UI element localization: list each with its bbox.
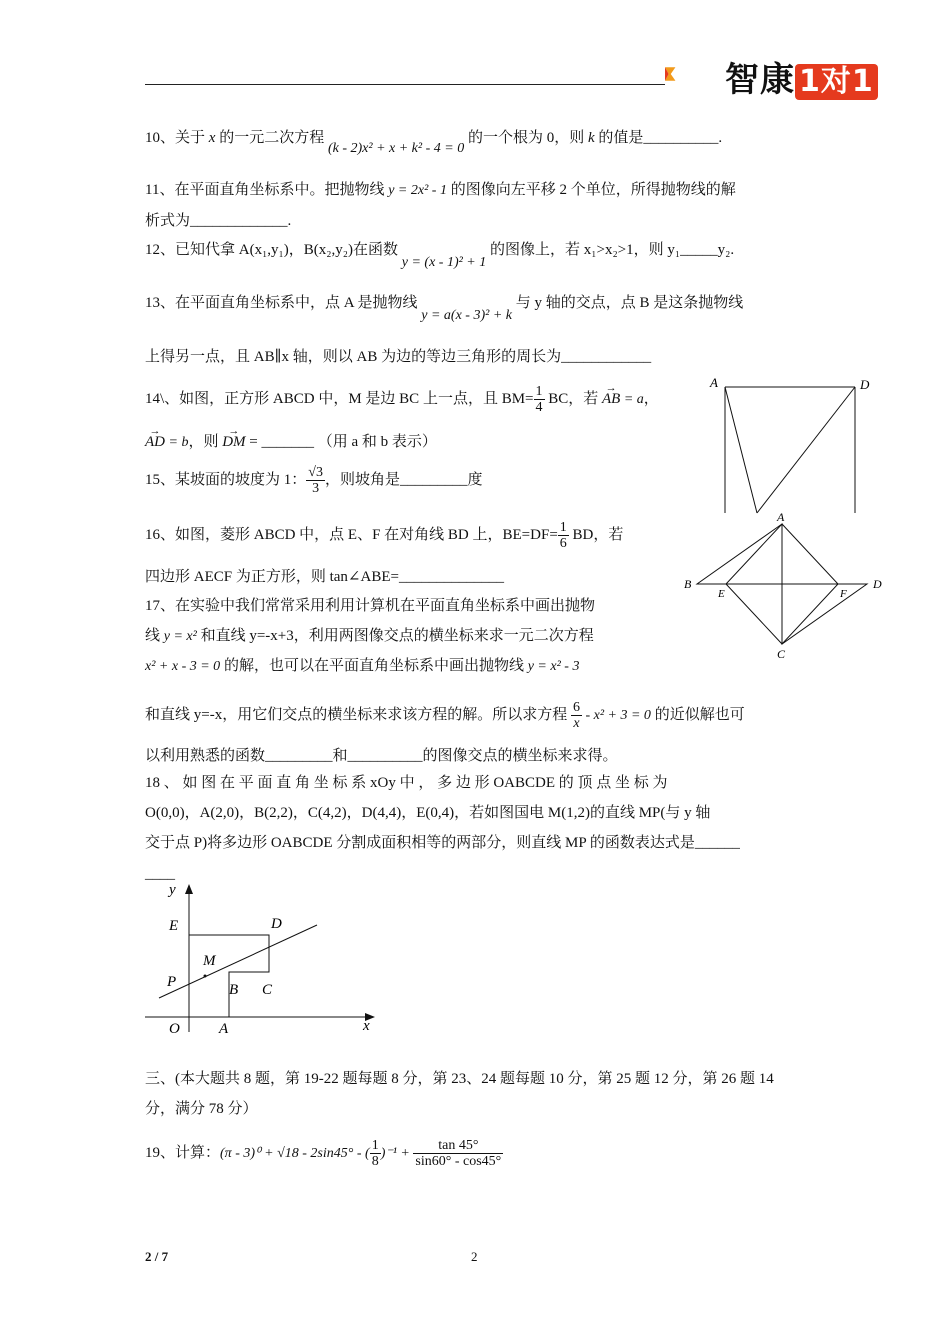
question-17-line2: 线 y = x² 和直线 y=-x+3，利用两图像交点的横坐标来求一元二次方程 xyxy=(145,628,594,644)
question-14-line2: → AD = b，则 → DM = _______ （用 a 和 b 表示） xyxy=(145,432,437,453)
label-B: B xyxy=(684,577,692,591)
axis-y-label: y xyxy=(169,882,176,898)
label-E: E xyxy=(169,918,179,934)
question-11-line2: 析式为_____________. xyxy=(145,213,292,229)
label-P: P xyxy=(167,974,177,990)
label-D: D xyxy=(271,916,282,932)
question-18-line2: O(0,0)，A(2,0)，B(2,2)，C(4,2)，D(4,4)，E(0,4)，若如图国电 M(1,2)的直线 MP(与 y 轴 xyxy=(145,805,711,821)
question-14-line1: 14\、如图，正方形 ABCD 中，M 是边 BC 上一点，且 BM= $\frac{1}{4}$ BC，若 → AB = a， xyxy=(145,384,659,415)
question-15: 15、某坡面的坡度为 1： $\frac{√3}{3}$ ，则坡角是_________度 xyxy=(145,465,483,496)
label-A: A xyxy=(777,510,785,524)
brand-name: 智康 1对1 xyxy=(725,52,878,101)
axis-x-label: x xyxy=(363,1018,370,1034)
square-figure xyxy=(705,375,875,515)
question-17-line1: 17、在实验中我们常常采用利用计算机在平面直角坐标系中画出抛物 xyxy=(145,598,596,614)
question-16-line2: 四边形 AECF 为正方形，则 tan∠ABE=______________ xyxy=(145,569,504,585)
page-indicator: 2 / 7 xyxy=(145,1249,169,1264)
label-O: O xyxy=(169,1021,180,1037)
label-A: A xyxy=(219,1021,229,1037)
question-18-line4: ____ xyxy=(145,866,175,882)
question-17-line5: 以利用熟悉的函数_________和__________的图像交点的横坐标来求得。 xyxy=(145,748,618,764)
label-A: A xyxy=(710,375,718,390)
question-11-line1: 11、在平面直角坐标系中。把抛物线 y = 2x² - 1 的图像向左平移 2 个单位，所得抛物线的解 xyxy=(145,182,736,198)
label-D: D xyxy=(873,577,882,591)
label-C: C xyxy=(777,647,786,661)
section-3-line2: 分，满分 78 分） xyxy=(145,1101,258,1117)
question-10: 10、关于 x 的一元二次方程 (k - 2)x² + x + k² - 4 = 0 的一个根为 0，则 k 的值是__________. xyxy=(145,130,723,156)
brand-box: 1对1 xyxy=(795,64,878,100)
label-D: D xyxy=(860,377,870,392)
rhombus-figure xyxy=(680,508,890,663)
polygon-coordinate-figure xyxy=(145,880,385,1040)
question-18-line1: 18 、 如 图 在 平 面 直 角 坐 标 系 xOy 中 ， 多 边 形 OABCDE 的 顶 点 坐 标 为 xyxy=(145,775,668,791)
question-16-line1: 16、如图，菱形 ABCD 中，点 E、F 在对角线 BD 上，BE=DF= $\frac{1}{6}$ BD，若 xyxy=(145,520,624,551)
brand-logo xyxy=(665,48,725,100)
question-18-line3: 交于点 P)将多边形 OABCDE 分割成面积相等的两部分，则直线 MP 的函数表达式是______ xyxy=(145,835,740,851)
label-B: B xyxy=(229,982,239,998)
question-19: 19、计算：(π - 3)⁰ + √18 - 2sin45° - ( $\frac{1}{8}$ )⁻¹ + $\frac{\tan 45^\circ}{\sin 60^\circ - \cos 45^\circ}$ xyxy=(145,1138,502,1169)
question-13-line2: 上得另一点，且 AB∥x 轴，则以 AB 为边的等边三角形的周长为____________ xyxy=(145,349,652,365)
label-M: M xyxy=(203,953,216,969)
header-rule xyxy=(145,84,665,85)
label-C: C xyxy=(262,982,273,998)
page-number: 2 xyxy=(471,1249,478,1264)
label-E: E xyxy=(718,588,725,600)
question-12: 12、已知代拿 A(x₁,y₁)，B(x₂,y₂)在函数 y = (x - 1)² + 1 的图像上，若 x₁>x₂>1，则 y₁_____y₂. xyxy=(145,242,735,270)
question-13-line1: 13、在平面直角坐标系中，点 A 是抛物线 y = a(x - 3)² + k 与 y 轴的交点，点 B 是这条抛物线 xyxy=(145,295,744,323)
section-3-line1: 三、(本大题共 8 题，第 19-22 题每题 8 分，第 23、24 题每题 10 分，第 25 题 12 分，第 26 题 14 xyxy=(145,1071,774,1087)
question-17-line4: 和直线 y=-x，用它们交点的横坐标来求该方程的解。所以求方程 $\frac{6}{x}$ - x² + 3 = 0 的近似解也可 xyxy=(145,700,745,731)
question-17-line3: x² + x - 3 = 0 的解，也可以在平面直角坐标系中画出抛物线 y = x² - 3 xyxy=(145,658,580,674)
label-F: F xyxy=(840,588,847,600)
